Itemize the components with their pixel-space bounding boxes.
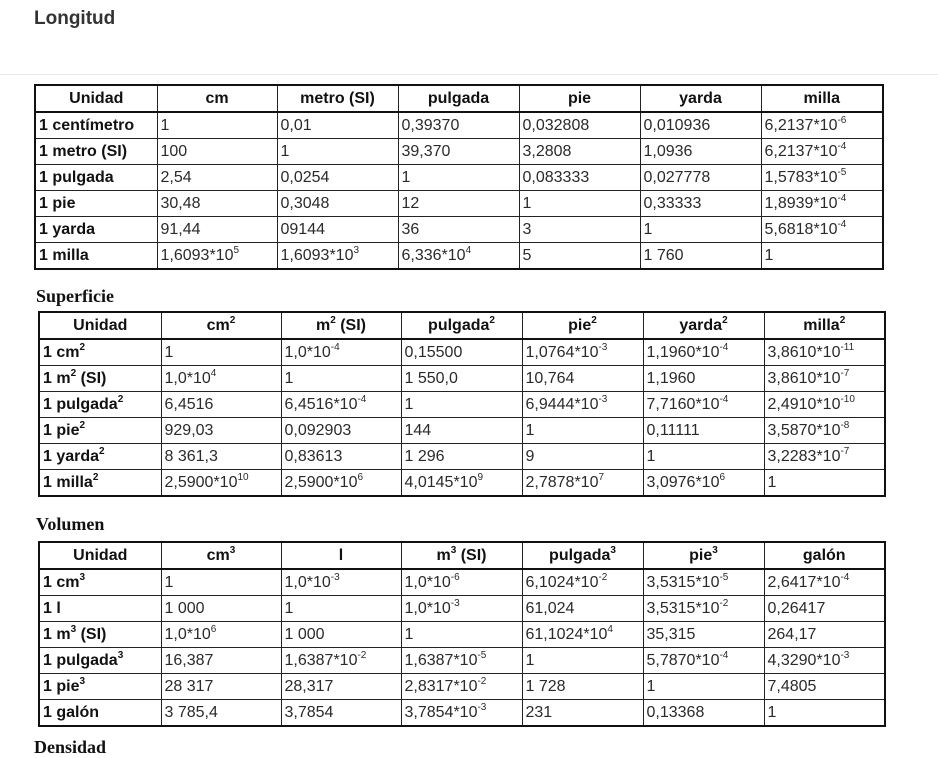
table-cell: 7,4805	[764, 674, 885, 700]
column-header: $cm^2$	[161, 312, 281, 339]
exponent: 7	[598, 472, 605, 483]
table-cell: $3,7854*10^{-3}$	[401, 700, 522, 727]
table-cell: 1	[643, 674, 764, 700]
exponent: -4	[837, 141, 847, 152]
superficie-table	[38, 311, 886, 497]
exponent: -4	[357, 394, 367, 405]
table-cell: $3,8610*10^{-11}$	[764, 339, 885, 366]
table-cell: $6,1024*10^{-2}$	[522, 569, 643, 596]
row-header: 1 pulgada$^3$	[39, 648, 161, 674]
table-row	[35, 112, 883, 139]
table-cell: 1	[281, 596, 401, 622]
table-row	[39, 622, 885, 648]
table-row	[35, 165, 883, 191]
exponent: -4	[719, 650, 729, 661]
table-cell: $61,1024*10^4$	[522, 622, 643, 648]
exponent: -3	[840, 650, 850, 661]
table-cell: $1,1960*10^{-4}$	[643, 339, 764, 366]
exponent: 2	[117, 394, 124, 405]
table-cell: $4,0145*10^9$	[401, 470, 522, 497]
page-title: Longitud	[34, 8, 116, 29]
table-cell: $2,5900*10^{10}$	[161, 470, 281, 497]
row-header: 1 l	[39, 596, 161, 622]
exponent: -3	[477, 702, 487, 713]
exponent: -4	[840, 572, 850, 583]
exponent: 10	[237, 472, 249, 483]
column-header: Unidad	[35, 85, 157, 112]
exponent: 3	[229, 545, 236, 556]
column-header: pulgada$^2$	[401, 312, 522, 339]
row-header: 1 $cm^3$	[39, 569, 161, 596]
table-cell: 3,7854	[281, 700, 401, 727]
table-cell: $7,7160*10^{-4}$	[643, 392, 764, 418]
exponent: -3	[450, 598, 460, 609]
table-cell: 231	[522, 700, 643, 727]
row-header: 1 milla	[35, 243, 157, 270]
table-cell: 3	[519, 217, 640, 243]
table-cell: $2,8317*10^{-2}$	[401, 674, 522, 700]
exponent: -3	[598, 394, 608, 405]
table-cell: 0,39370	[398, 112, 519, 139]
exponent: 4	[607, 624, 613, 635]
table-cell: 91,44	[157, 217, 277, 243]
column-header: cm	[157, 85, 277, 112]
table-row	[39, 418, 885, 444]
exponent: 2	[489, 315, 495, 326]
table-cell: 0,3048	[277, 191, 398, 217]
table-cell: $6,9444*10^{-3}$	[522, 392, 643, 418]
exponent: 3	[79, 676, 86, 687]
exponent: 5	[233, 245, 240, 256]
table-cell: 1	[161, 339, 281, 366]
table-cell: 1	[401, 392, 522, 418]
table-cell: $1,0*10^{-3}$	[281, 569, 401, 596]
table-cell: $1,6387*10^{-5}$	[401, 648, 522, 674]
column-header: metro (SI)	[277, 85, 398, 112]
table-cell: 5	[519, 243, 640, 270]
exponent: 2	[229, 315, 236, 326]
table-cell: $3,0976*10^6$	[643, 470, 764, 497]
row-header: 1 pulgada	[35, 165, 157, 191]
table-cell: 1	[764, 700, 885, 727]
row-header: 1 pie	[35, 191, 157, 217]
table-cell: $1,0*10^6$	[161, 622, 281, 648]
table-row	[35, 139, 883, 165]
exponent: -4	[837, 219, 847, 230]
table-row	[35, 243, 883, 270]
table-cell: $1,5783*10^{-5}$	[761, 165, 883, 191]
exponent: 3	[117, 650, 124, 661]
exponent: 2	[591, 315, 597, 326]
table-cell: 1 000	[161, 596, 281, 622]
exponent: -6	[450, 572, 460, 583]
table-cell: 2,54	[157, 165, 277, 191]
exponent: -4	[719, 394, 729, 405]
table-cell: 12	[398, 191, 519, 217]
table-cell: 1	[643, 444, 764, 470]
column-header: milla	[761, 85, 883, 112]
row-header: 1 yarda	[35, 217, 157, 243]
table-cell: 264,17	[764, 622, 885, 648]
column-header: $m^3$ (SI)	[401, 542, 522, 569]
column-header: pie	[519, 85, 640, 112]
column-header: yarda	[640, 85, 761, 112]
table-row	[39, 339, 885, 366]
exponent: -4	[330, 342, 340, 353]
table-cell: $1,0*10^4$	[161, 366, 281, 392]
row-header: 1 galón	[39, 700, 161, 727]
table-cell: 1	[761, 243, 883, 270]
section-title-superficie: Superficie	[36, 286, 114, 306]
row-header: 1 $m^2$ (SI)	[39, 366, 161, 392]
exponent: -10	[840, 394, 855, 405]
table-cell: 39,370	[398, 139, 519, 165]
longitud-table	[34, 84, 884, 270]
exponent: 2	[839, 315, 846, 326]
table-cell: $1,6093*10^5$	[157, 243, 277, 270]
row-header: 1 $m^3$ (SI)	[39, 622, 161, 648]
column-header: yarda$^2$	[643, 312, 764, 339]
table-cell: 0,26417	[764, 596, 885, 622]
table-cell: 8 361,3	[161, 444, 281, 470]
section-title-next-partial: Densidad	[34, 737, 107, 757]
exponent: -2	[598, 572, 608, 583]
table-row	[39, 444, 885, 470]
exponent: -3	[598, 342, 608, 353]
table-cell: $2,7878*10^7$	[522, 470, 643, 497]
table-cell: $6,4516*10^{-4}$	[281, 392, 401, 418]
exponent: -3	[330, 572, 340, 583]
exponent: -4	[837, 193, 847, 204]
exponent: 6	[357, 472, 364, 483]
exponent: 2	[79, 420, 86, 431]
exponent: 3	[70, 624, 77, 635]
table-cell: 0,010936	[640, 112, 761, 139]
exponent: -5	[477, 650, 487, 661]
exponent: -2	[719, 598, 729, 609]
table-cell: 61,024	[522, 596, 643, 622]
exponent: -11	[840, 342, 855, 353]
table-cell: 09144	[277, 217, 398, 243]
table-cell: $4,3290*10^{-3}$	[764, 648, 885, 674]
row-header: 1 yarda$^2$	[39, 444, 161, 470]
table-cell: 30,48	[157, 191, 277, 217]
exponent: -6	[837, 115, 847, 126]
table-cell: 1	[519, 191, 640, 217]
table-cell: 28 317	[161, 674, 281, 700]
column-header: Unidad	[39, 312, 161, 339]
table-cell: $2,6417*10^{-4}$	[764, 569, 885, 596]
table-cell: $1,0*10^{-3}$	[401, 596, 522, 622]
table-row	[35, 217, 883, 243]
table-cell: 0,032808	[519, 112, 640, 139]
table-cell: 3 785,4	[161, 700, 281, 727]
exponent: 4	[465, 245, 472, 256]
table-cell: $1,6093*10^3$	[277, 243, 398, 270]
exponent: -2	[357, 650, 367, 661]
section-title-volumen: Volumen	[36, 514, 105, 534]
table-cell: 0,13368	[643, 700, 764, 727]
table-cell: 0,11111	[643, 418, 764, 444]
exponent: -8	[840, 420, 850, 431]
table-cell: $6,2137*10^{-6}$	[761, 112, 883, 139]
exponent: 3	[450, 545, 457, 556]
exponent: -2	[477, 676, 487, 687]
table-cell: 1	[764, 470, 885, 497]
table-cell: 0,027778	[640, 165, 761, 191]
table-cell: $3,5315*10^{-2}$	[643, 596, 764, 622]
table-cell: 0,33333	[640, 191, 761, 217]
exponent: 6	[210, 624, 217, 635]
exponent: 2	[79, 342, 86, 353]
table-row	[39, 700, 885, 727]
table-cell: 1	[522, 418, 643, 444]
row-header: 1 centímetro	[35, 112, 157, 139]
table-cell: 1	[157, 112, 277, 139]
table-cell: 3,2808	[519, 139, 640, 165]
table-cell: 1 000	[281, 622, 401, 648]
exponent: 6	[719, 472, 726, 483]
table-cell: $6,2137*10^{-4}$	[761, 139, 883, 165]
exponent: 9	[477, 472, 484, 483]
row-header: 1 pulgada$^2$	[39, 392, 161, 418]
table-cell: $1,8939*10^{-4}$	[761, 191, 883, 217]
table-row	[39, 366, 885, 392]
column-header: pie$^2$	[522, 312, 643, 339]
header-row	[35, 85, 883, 112]
exponent: 3	[712, 545, 718, 556]
header-row	[39, 542, 885, 569]
divider	[0, 74, 938, 75]
table-cell: 1	[277, 139, 398, 165]
column-header: pulgada$^3$	[522, 542, 643, 569]
exponent: -5	[837, 167, 847, 178]
table-cell: $2,5900*10^6$	[281, 470, 401, 497]
table-cell: 0,15500	[401, 339, 522, 366]
table-cell: 1	[640, 217, 761, 243]
table-cell: $1,0*10^{-4}$	[281, 339, 401, 366]
row-header: 1 pie$^2$	[39, 418, 161, 444]
table-cell: 0,01	[277, 112, 398, 139]
table-cell: $6,336*10^4$	[398, 243, 519, 270]
table-row	[39, 569, 885, 596]
table-row	[39, 392, 885, 418]
table-cell: 6,4516	[161, 392, 281, 418]
table-cell: 35,315	[643, 622, 764, 648]
table-cell: $5,6818*10^{-4}$	[761, 217, 883, 243]
table-cell: 1 296	[401, 444, 522, 470]
exponent: 3	[353, 245, 360, 256]
table-cell: 1,0936	[640, 139, 761, 165]
table-cell: $5,7870*10^{-4}$	[643, 648, 764, 674]
table-cell: 1	[401, 622, 522, 648]
header-row	[39, 312, 885, 339]
table-cell: $3,2283*10^{-7}$	[764, 444, 885, 470]
table-row	[39, 648, 885, 674]
exponent: 4	[210, 368, 217, 379]
table-cell: 0,092903	[281, 418, 401, 444]
column-header: l	[281, 542, 401, 569]
table-cell: $3,8610*10^{-7}$	[764, 366, 885, 392]
table-cell: 16,387	[161, 648, 281, 674]
column-header: milla$^2$	[764, 312, 885, 339]
table-cell: $1,0*10^{-6}$	[401, 569, 522, 596]
table-cell: 1 760	[640, 243, 761, 270]
exponent: -7	[840, 446, 850, 457]
table-cell: 0,83613	[281, 444, 401, 470]
table-cell: 1 550,0	[401, 366, 522, 392]
column-header: $cm^3$	[161, 542, 281, 569]
table-cell: 1 728	[522, 674, 643, 700]
table-cell: 1	[281, 366, 401, 392]
exponent: 2	[722, 315, 728, 326]
row-header: 1 milla$^2$	[39, 470, 161, 497]
table-cell: 10,764	[522, 366, 643, 392]
table-cell: 1,1960	[643, 366, 764, 392]
row-header: 1 $cm^2$	[39, 339, 161, 366]
table-cell: $3,5315*10^{-5}$	[643, 569, 764, 596]
table-row	[39, 470, 885, 497]
table-cell: 929,03	[161, 418, 281, 444]
volumen-table	[38, 541, 886, 727]
column-header: galón	[764, 542, 885, 569]
table-row	[39, 674, 885, 700]
exponent: 3	[610, 545, 616, 556]
exponent: -5	[719, 572, 729, 583]
column-header: $m^2$ (SI)	[281, 312, 401, 339]
table-cell: $3,5870*10^{-8}$	[764, 418, 885, 444]
table-cell: 1	[398, 165, 519, 191]
exponent: 2	[70, 368, 77, 379]
column-header: pulgada	[398, 85, 519, 112]
row-header: 1 metro (SI)	[35, 139, 157, 165]
exponent: -7	[840, 368, 850, 379]
table-cell: 100	[157, 139, 277, 165]
exponent: 2	[92, 472, 99, 483]
row-header: 1 pie$^3$	[39, 674, 161, 700]
table-cell: 36	[398, 217, 519, 243]
table-cell: 0,083333	[519, 165, 640, 191]
exponent: 2	[99, 446, 105, 457]
table-cell: $2,4910*10^{-10}$	[764, 392, 885, 418]
table-row	[35, 191, 883, 217]
table-cell: 0,0254	[277, 165, 398, 191]
table-cell: 1	[522, 648, 643, 674]
table-cell: $1,6387*10^{-2}$	[281, 648, 401, 674]
table-cell: 28,317	[281, 674, 401, 700]
exponent: -4	[719, 342, 729, 353]
table-cell: 9	[522, 444, 643, 470]
exponent: 2	[330, 315, 336, 326]
column-header: pie$^3$	[643, 542, 764, 569]
column-header: Unidad	[39, 542, 161, 569]
table-cell: 144	[401, 418, 522, 444]
table-cell: $1,0764*10^{-3}$	[522, 339, 643, 366]
table-cell: 1	[161, 569, 281, 596]
exponent: 3	[79, 572, 86, 583]
table-row	[39, 596, 885, 622]
